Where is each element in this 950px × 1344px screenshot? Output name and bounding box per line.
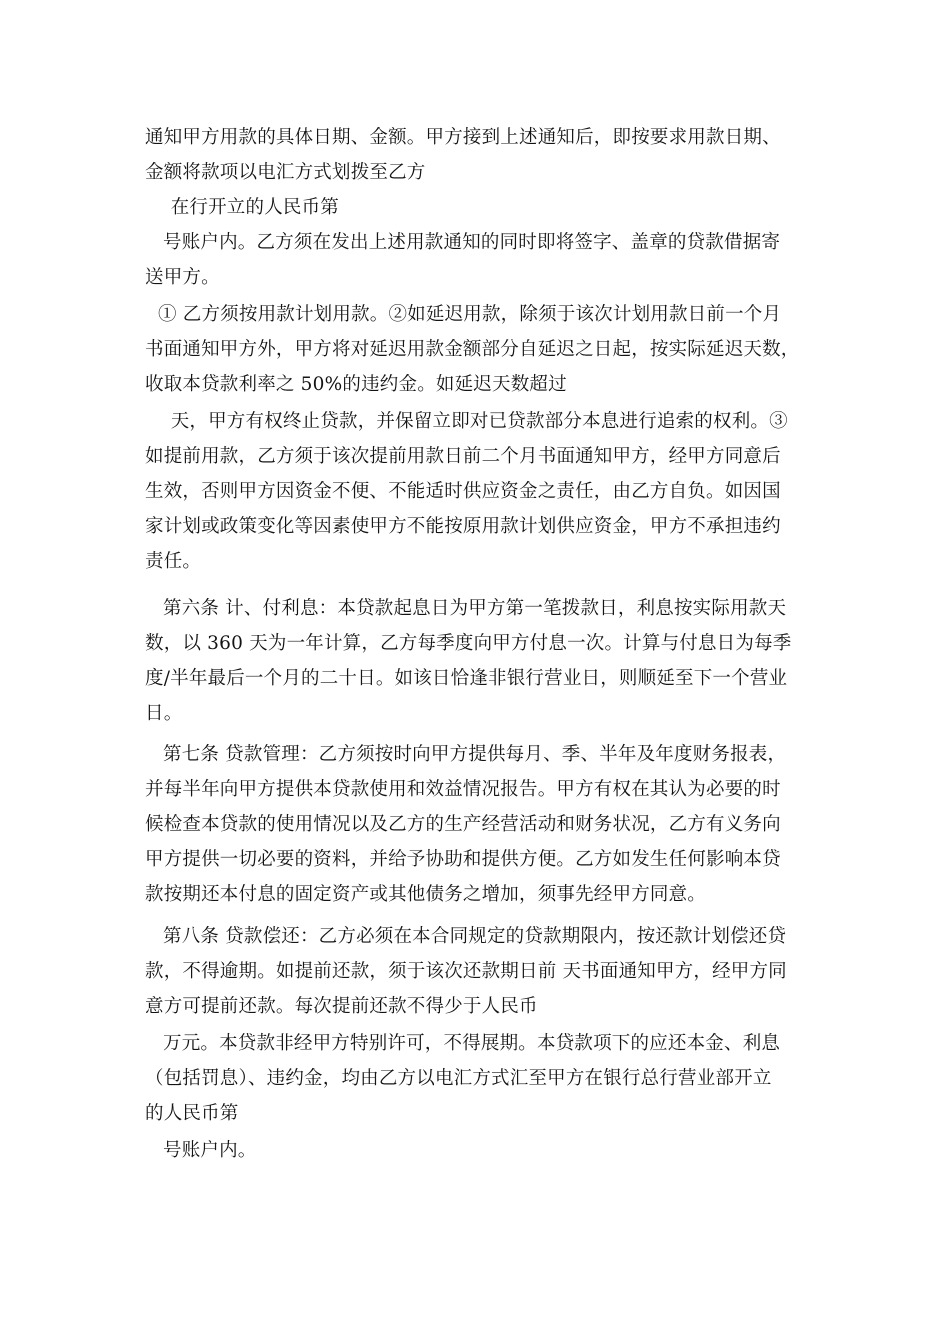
text-line: ① 乙方须按用款计划用款。②如延迟用款，除须于该次计划用款日前一个月 [158, 304, 782, 325]
text-line: 款按期还本付息的固定资产或其他债务之增加，须事先经甲方同意。 [145, 884, 707, 905]
text-line: 数，以 360 天为一年计算，乙方每季度向甲方付息一次。计算与付息日为每季 [145, 633, 792, 654]
text-line: 的人民币第 [145, 1103, 239, 1124]
text-line: 第八条 贷款偿还：乙方必须在本合同规定的贷款期限内，按还款计划偿还贷 [163, 926, 787, 947]
text-line: 金额将款项以电汇方式划拨至乙方 [145, 162, 426, 183]
text-line: 候检查本贷款的使用情况以及乙方的生产经营活动和财务状况，乙方有义务向 [145, 814, 781, 835]
text-line: 责任。 [145, 551, 202, 572]
text-line: 度/半年最后一个月的二十日。如该日恰逢非银行营业日，则顺延至下一个营业 [145, 668, 788, 689]
text-line: 号账户内。乙方须在发出上述用款通知的同时即将签字、盖章的贷款借据寄 [163, 232, 781, 253]
text-line: 书面通知甲方外，甲方将对延迟用款金额部分自延迟之日起，按实际延迟天数， [145, 339, 800, 360]
text-line: 收取本贷款利率之 50%的违约金。如延迟天数超过 [145, 374, 567, 395]
text-line: 通知甲方用款的具体日期、金额。甲方接到上述通知后，即按要求用款日期、 [145, 127, 781, 148]
text-line: 并每半年向甲方提供本贷款使用和效益情况报告。甲方有权在其认为必要的时 [145, 779, 781, 800]
text-line: 天，甲方有权终止贷款，并保留立即对已贷款部分本息进行追索的权利。③ [152, 411, 788, 432]
text-line: 第六条 计、付利息：本贷款起息日为甲方第一笔拨款日，利息按实际用款天 [163, 598, 787, 619]
text-line: 日。 [145, 703, 183, 724]
text-line: 号账户内。 [163, 1140, 257, 1161]
text-line: 在行开立的人民币第 [152, 197, 340, 218]
text-line: 送甲方。 [145, 267, 220, 288]
text-line: 家计划或政策变化等因素使甲方不能按原用款计划供应资金，甲方不承担违约 [145, 516, 781, 537]
text-line: 如提前用款，乙方须于该次提前用款日前二个月书面通知甲方，经甲方同意后 [145, 446, 781, 467]
text-line: 甲方提供一切必要的资料，并给予协助和提供方便。乙方如发生任何影响本贷 [145, 849, 781, 870]
text-line: （包括罚息）、违约金，均由乙方以电汇方式汇至甲方在银行总行营业部开立 [145, 1068, 772, 1089]
text-line: 万元。本贷款非经甲方特别许可，不得展期。本贷款项下的应还本金、利息 [163, 1033, 781, 1054]
text-line: 款，不得逾期。如提前还款，须于该次还款期日前 天书面通知甲方，经甲方同 [145, 961, 787, 982]
text-line: 意方可提前还款。每次提前还款不得少于人民币 [145, 996, 538, 1017]
text-line: 第七条 贷款管理：乙方须按时向甲方提供每月、季、半年及年度财务报表， [163, 744, 787, 765]
text-line: 生效，否则甲方因资金不便、不能适时供应资金之责任，由乙方自负。如因国 [145, 481, 781, 502]
